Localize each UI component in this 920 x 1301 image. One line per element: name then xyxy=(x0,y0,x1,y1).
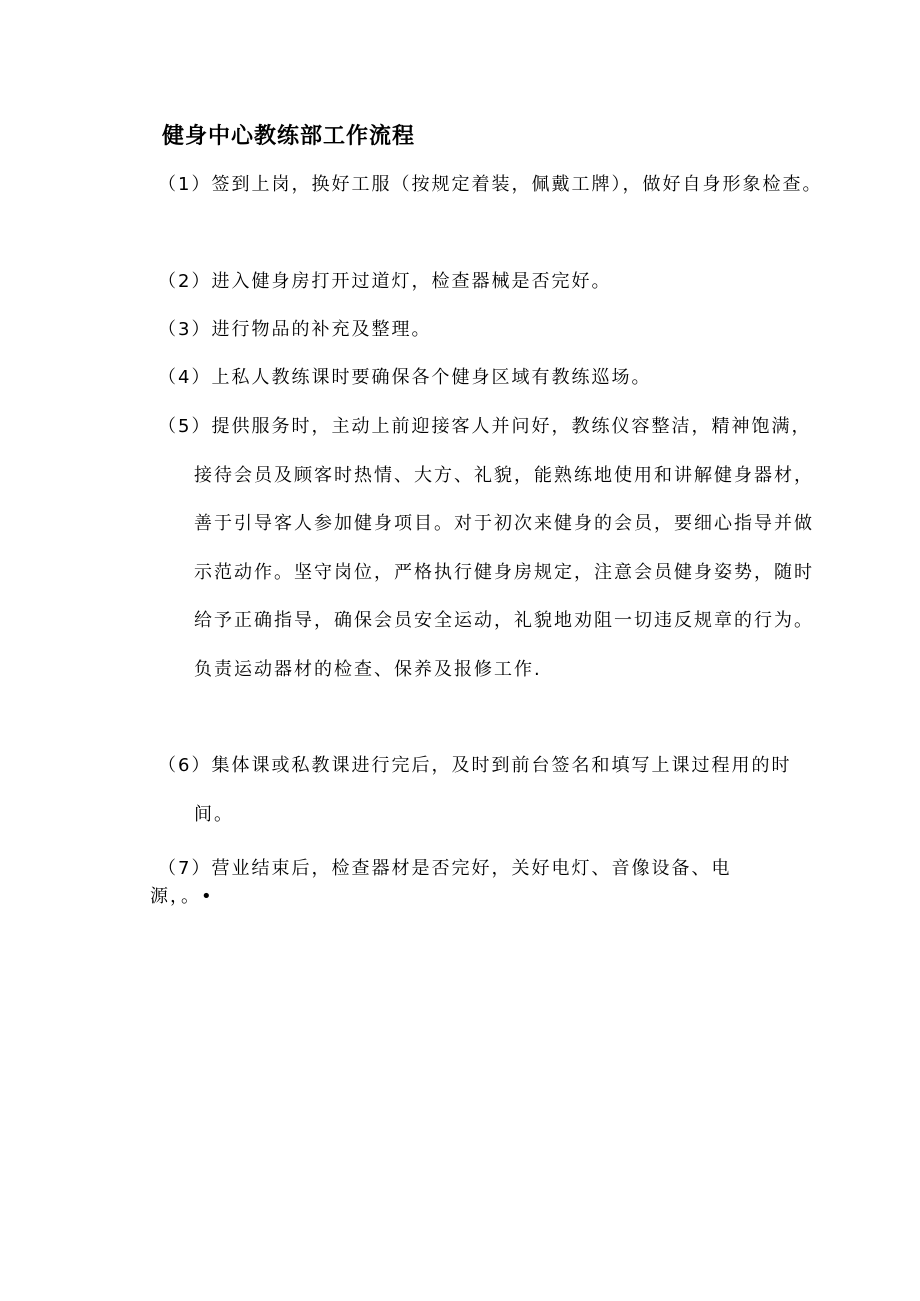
list-item-5 xyxy=(158,403,824,694)
list-item-4 xyxy=(158,354,824,403)
list-item-7 xyxy=(150,855,780,911)
item-number: （3） xyxy=(158,319,212,340)
item-text: 签到上岗，换好工服（按规定着装，佩戴工牌），做好自身形象检查。 xyxy=(211,174,823,195)
list-item-3 xyxy=(158,306,824,355)
item-text: 提供服务时，主动上前迎接客人并问好，教练仪容整洁，精神饱满，接待会员及顾客时热情、大方、礼貌，能熟练地使用和讲解健身器材，善于引导客人参加健身项目。对于初次来健身的会员，要细心指导并做示范动作。坚守岗位，严格执行健身房规定，注意会员健身姿势，随时给予正确指导，确保会员安全运动，礼貌地劝阻一切违反规章的行为。负责运动器材的检查、保养及报修工作. xyxy=(194,416,814,680)
item-text: 进行物品的补充及整理。 xyxy=(211,319,432,340)
item-number: （7） xyxy=(158,858,212,879)
item-text: 进入健身房打开过道灯，检查器械是否完好。 xyxy=(211,271,612,292)
item-text: 上私人教练课时要确保各个健身区域有教练巡场。 xyxy=(211,367,652,388)
item-number: （2） xyxy=(158,271,212,292)
item-text-continuation: 源，。• xyxy=(150,886,214,907)
item-number: （1） xyxy=(158,174,212,195)
list-item-1 xyxy=(158,161,824,210)
list-item-2 xyxy=(158,258,824,307)
item-text: 集体课或私教课进行完后，及时到前台签名和填写上课过程用的时间。 xyxy=(194,755,792,825)
item-text: 营业结束后，检查器材是否完好，关好电灯、音像设备、电 xyxy=(211,858,732,879)
document-title: 健身中心教练部工作流程 xyxy=(162,124,416,149)
item-number: （4） xyxy=(158,367,212,388)
item-number: （5） xyxy=(158,416,212,437)
item-number: （6） xyxy=(158,755,212,776)
list-item-6 xyxy=(158,742,824,839)
